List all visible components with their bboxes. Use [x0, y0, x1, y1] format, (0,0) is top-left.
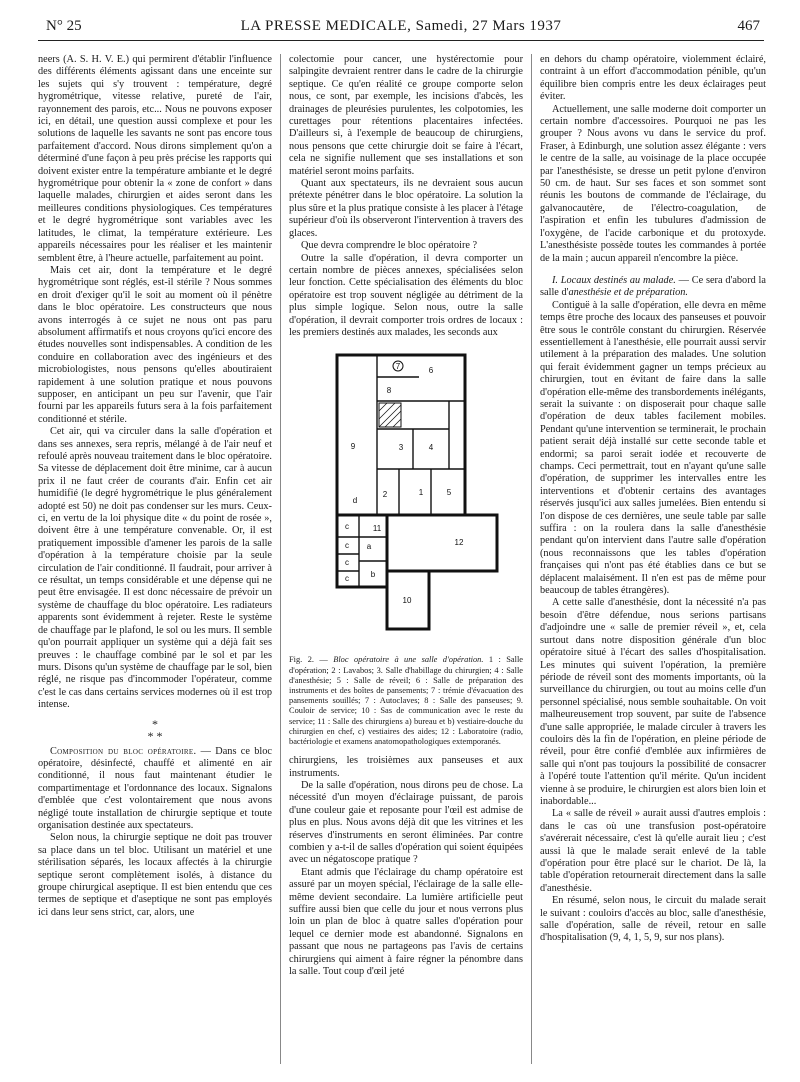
plan-label: 5: [446, 488, 452, 498]
plan-label: 10: [402, 596, 412, 606]
page-number: 467: [737, 18, 760, 34]
column-divider: [280, 54, 281, 1064]
section-heading: I. Locaux destinés au malade.: [552, 274, 676, 286]
paragraph: Composition du bloc opératoire. — Dans ce bloc opératoire, désinfecté, chauffé et alimenté en air conditionné, il nous faut maintenant étudier le compartimentage et l'ordonnance des locaux. Signalons d'emblée que c'est volontairement que nous avons négligé toute installation de chirurgie septique et toute organisation destinée aux spectateurs.: [38, 745, 272, 831]
floor-plan-svg: [289, 349, 523, 649]
floor-plan-figure: [289, 349, 523, 649]
plan-label: 7: [395, 362, 401, 372]
paragraph: Actuellement, une salle moderne doit comporter un certain nombre d'accessoires. Pourquoi ne pas les grouper ? Nous avons vu dans le service du prof. Fraser, à Edinburgh, une solution assez élégante : vers le centre de la salle, au voisinage de la place occupée par l'anesthésiste, se dresse un petit pylone d'environ 50 cm. de haut. Sur ses faces et son sommet sont réunis les boutons de commande de l'éclairage, du galvanocautère, de l'électro-coagulation, de l'aspiration et enfin les tubulures d'admission de l'oxygène, de l'acide carbonique et du protoxyde. L'anesthésiste possède toutes les commandes à portée de la main ; aucun appareil n'encombre la pièce.: [540, 103, 766, 264]
column-divider: [531, 54, 532, 1064]
issue-number: N° 25: [46, 18, 82, 34]
paragraph: I. Locaux destinés au malade. — Ce sera d'abord la salle d'anesthésie et de préparation.: [540, 274, 766, 299]
plan-label: 2: [382, 490, 388, 500]
paragraph: Quant aux spectateurs, ils ne devraient sous aucun prétexte pénétrer dans le bloc opératoire. La solution la plus sûre et la plus pratique consiste à les placer à l'étage supérieur d'où ils observeront l'intervention à travers des glaces.: [289, 178, 523, 239]
plan-label: 12: [454, 538, 464, 548]
plan-label: c: [345, 522, 349, 532]
paragraph: neers (A. S. H. V. E.) qui permirent d'établir l'influence des différents éléments agissant dans une enceinte sur les sujets qui s'y trouvent : température, degré hygrométrique, vitesse relative, pureté de l'air, rayonnement des parois, etc... Nous ne pouvons exposer ici, en détail, une question aussi complexe et pour les solutions de laquelle les savants ne sont pas encore tous parfaitement d'accord. Nous dirons simplement qu'on a déterminé d'une façon à peu près précise les rapports qui doivent exister entre la température ambiante et le degré hygrométrique pour obtenir la « zone de confort » dans laquelle malades, chirurgien et aides seront dans les meilleures conditions physiologiques. Ces températures et le degré hygrométrique sont variables avec les latitudes, le climat, la température extérieure. Les appareils nécessaires pour les réaliser et les maintenir semblent être, à l'heure actuelle, parfaitement au point.: [38, 54, 272, 264]
paragraph: En résumé, selon nous, le circuit du malade serait le suivant : couloirs d'accès au bloc, salle d'anesthésie, salle d'opération, salle de réveil, retour en salle d'hospitalisation (9, 4, 1, 5, 9, sur nos plans).: [540, 895, 766, 944]
plan-label: 11: [372, 524, 382, 534]
plan-label: c: [345, 574, 349, 584]
plan-label: 3: [398, 443, 404, 453]
paragraph: Que devra comprendre le bloc opératoire ?: [301, 240, 478, 252]
plan-label: b: [370, 570, 376, 580]
plan-label: 9: [350, 442, 356, 452]
paragraph: colectomie pour cancer, une hystérectomie pour salpingite devraient rentrer dans le cadre de la chirurgie septique. Ce qu'en réalité ce groupe comporte selon nous, ce sont, par exemple, les incisions d'abcès, les drainages de pleurésies purulentes, les colpotomies, les curettages pour rétentions placentaires infectées. D'ailleurs si, à l'exemple de beaucoup de chirurgiens, nous pensons que cette chirurgie doit se faire à l'écart, cela ne signifie nullement que ses installations et son matériel seront moins parfaits.: [289, 54, 523, 177]
paragraph: Mais cet air, dont la température et le degré hygrométrique sont réglés, est-il stérile ? Nous sommes en droit d'exiger qu'il le soit au moment où il pénètre dans le bloc opératoire. Les constructeurs que nous avons interrogés à ce sujet ne nous ont pas paru absolument affirmatifs et nous croyons qu'ici encore des études nouvelles sont indispensables. A condition de les conduire en collaboration avec des ingénieurs et des microbiologistes, nous pensons qu'elles aboutiraient rapidement à une solution pratique et nous pouvons supposer, en anticipant un peu sur l'avenir, que l'air fourni par les appareils futurs sera à la fois parfaitement conditionné et stérile.: [38, 264, 272, 425]
paragraph: La « salle de réveil » aurait aussi d'autres emplois : dans le cas où une transfusion post-opératoire s'avérerait nécessaire, c'est là qu'elle aurait lieu ; c'est aussi là que le malade serait enlevé de la table d'opération pour être placé sur le chariot. De là, la table d'opération retournerait directement dans la salle d'anesthésie.: [540, 808, 766, 894]
plan-label: c: [345, 558, 349, 568]
column-2: [289, 54, 523, 1064]
plan-label: c: [345, 541, 349, 551]
paragraph: A cette salle d'anesthésie, dont la nécessité n'a pas besoin d'être défendue, nous serions partisans d'adjoindre une « salle de premier réveil », et, cela surtout dans notre disposition générale d'un bloc opératoire situé à l'écart des salles d'hospitalisation. Les minutes qui suivent l'opération, la première période de réveil sont des moments importants, où la surveillance du chirurgien, ou tout au moins celle d'un personnel spécialisé, nous semble souhaitable. On voit malheureusement trop souvent, par suite de l'absence d'une salle appropriée, le malade circuler à travers les couloirs dès la fin de l'opération, en pleine période de réveil, pour être confié d'emblée aux infirmières de salle qui n'ont pas toujours la possibilité de consacrer à l'opéré toute l'attention qu'il mérite. Qu'un incident vienne à se produire, le chirurgien est alors bien loin et inabordable...: [540, 597, 766, 807]
column-3: [540, 54, 766, 1064]
plan-label: 1: [418, 488, 424, 498]
page-header: [38, 14, 764, 41]
plan-label: 8: [386, 386, 392, 396]
plan-label: 6: [428, 366, 434, 376]
plan-label: a: [366, 542, 372, 552]
figure-caption: Fig. 2. — Bloc opératoire à une salle d'opération. 1 : Salle d'opération; 2 : Lavabos; 3. Salle d'habillage du chirurgien; 4 : Salle d'anesthésie; 5 : Salle de réveil; 6 : Salle de préparation des instruments et des boîtes de pansements; 7 : trémie d'évacuation des pansements souillés; 7 : Autoclaves; 8 : Salle des panseuses; 9. Couloir de service; 10 : Sas de communication avec le reste du service; 11 : Salle des chirurgiens a) bureau et b) vestiaire-douche du chirurgien en chef, c) vestiaires des aides; 12 : Laboratoire (radio, bactériologie et examens anatomopathologiques extemporanés.: [289, 655, 523, 746]
journal-title: LA PRESSE MEDICALE, Samedi, 27 Mars 1937: [240, 18, 562, 34]
paragraph: chirurgiens, les troisièmes aux panseuses et aux instruments.: [289, 755, 523, 779]
plan-label: d: [352, 496, 358, 506]
paragraph: Outre la salle d'opération, il devra comporter un certain nombre de pièces annexes, spécialisées selon leur fonction. Cette spécialisation des éléments du bloc opératoire est trop souvent négligée au détriment de la plus simple logique. Selon nous, outre la salle d'opération, il devrait comporter trois ordres de locaux : les premiers destinés aux malades, les seconds aux: [289, 252, 523, 338]
plan-room-12-wall: [387, 515, 497, 571]
column-1: [38, 54, 272, 1064]
paragraph: Etant admis que l'éclairage du champ opératoire est assuré par un moyen spécial, l'éclairage de la salle elle-même devient secondaire. La lumière artificielle peut suffire aussi bien que celle du jour et nous verrons plus loin un plan de bloc à quatre salles d'opération pour lequel ce dernier mode est abandonné. Signalons en passant que nous ne partageons pas l'avis de certains chirurgiens qui aiment à faire régner la pénombre dans la salle. Tout coup d'œil jeté: [289, 866, 523, 978]
section-heading: Composition du bloc opératoire.: [50, 745, 197, 757]
plan-label: 4: [428, 443, 434, 453]
paragraph: Selon nous, la chirurgie septique ne doit pas trouver sa place dans un tel bloc. Utilisant un matériel et une stérilisation séparés, les locaux affectés à la chirurgie septique seront complètement isolés, à distance du groupe chirurgical aseptique. Il est bien entendu que ces termes de septique et d'aseptique ne sont pas employés ici dans leur sens strict, car, alors, une: [38, 832, 272, 918]
paragraph: Contiguë à la salle d'opération, elle devra en même temps être proche des locaux des panseuses et pouvoir être sous le contrôle constant du chirurgien. Réservée essentiellement à l'anesthésie, elle pourrait aussi servir utilement à la préparation des malades. Une solution qui ferait évidemment gagner un temps précieux au chirurgien, tout en évitant de faire dans la salle d'opération elle-même des transbordements inélégants, serait la suivante : on disposerait pour chaque salle d'opération de deux tables facilement mobiles. Pendant qu'une intervention se terminerait, le prochain patient serait déjà installé sur cette seconde table et endormi; sa paroi serait iodée et recouverte de champs. Ceci permettrait, tout en n'ayant qu'une salle d'opération, de supprimer les intervalles entre les interventions et d'obtenir certains des avantages réservés jusqu'ici aux salles jumelées. Bien entendu si l'on dispose de ces dernières, une seule table par salle suffira : on la roulera dans la salle d'anesthésie pendant qu'on intervient dans l'autre salle d'opération (nous reconnaissons que les tables d'opération françaises qui n'ont pas été établies dans ce but se déplacent malaisément. Il n'en est pas de même pour beaucoup de tables étrangères).: [540, 299, 766, 597]
paragraph: en dehors du champ opératoire, violemment éclairé, contraint à un effort d'accommodation pénible, qu'un équilibre bien compris entre les deux éclairages peut éviter.: [540, 54, 766, 103]
paragraph: Cet air, qui va circuler dans la salle d'opération et dans ses annexes, sera repris, mélangé à de l'air neuf et refoulé après nouveau traitement dans le bloc opératoire. Sa vitesse de déplacement doit être minime, car à aucun prix il ne faut créer de courants d'air. Enfin cet air humidifié (le degré hygrométrique le plus généralement adopté est 50) ne doit pas condenser sur les murs. Ceux-ci, en vertu de la loi physique dite « du point de rosée », doivent être à une température convenable. Or, il est pratiquement impossible d'amener les parois de la salle d'opération à la température choisie par la seule circulation de l'air conditionné. Il faudrait, pour arriver à ce résultat, un temps considérable et une dépense qui ne peut être envisagée. Il est donc nécessaire de prévoir un système de chauffage du bloc opératoire. Les radiateurs apparents sont évidemment à rejeter. Reste le système de chauffage par le plafond, le sol ou les murs. Il semble qu'on pourrait appliquer un système qui a déjà fait ses preuves : le chauffage combiné par le sol et par les murs. Disons qu'un système de chauffage par le sol, bien réglé, ne risque pas d'incommoder l'opérateur, comme c'est le cas dans certains services modernes où il est trop intense.: [38, 426, 272, 711]
paragraph: De la salle d'opération, nous dirons peu de chose. La nécessité d'un moyen d'éclairage puissant, de parois d'une couleur gaie et reposante pour l'œil est admise de plus en plus. Nous avons déjà dit que les vitrines et les réserves d'instruments en seront éliminées. Par contre combien y a-t-il de salles d'opération qui soient équipées avec un négatoscope pratique ?: [289, 779, 523, 866]
section-separator: * * *: [147, 716, 163, 743]
